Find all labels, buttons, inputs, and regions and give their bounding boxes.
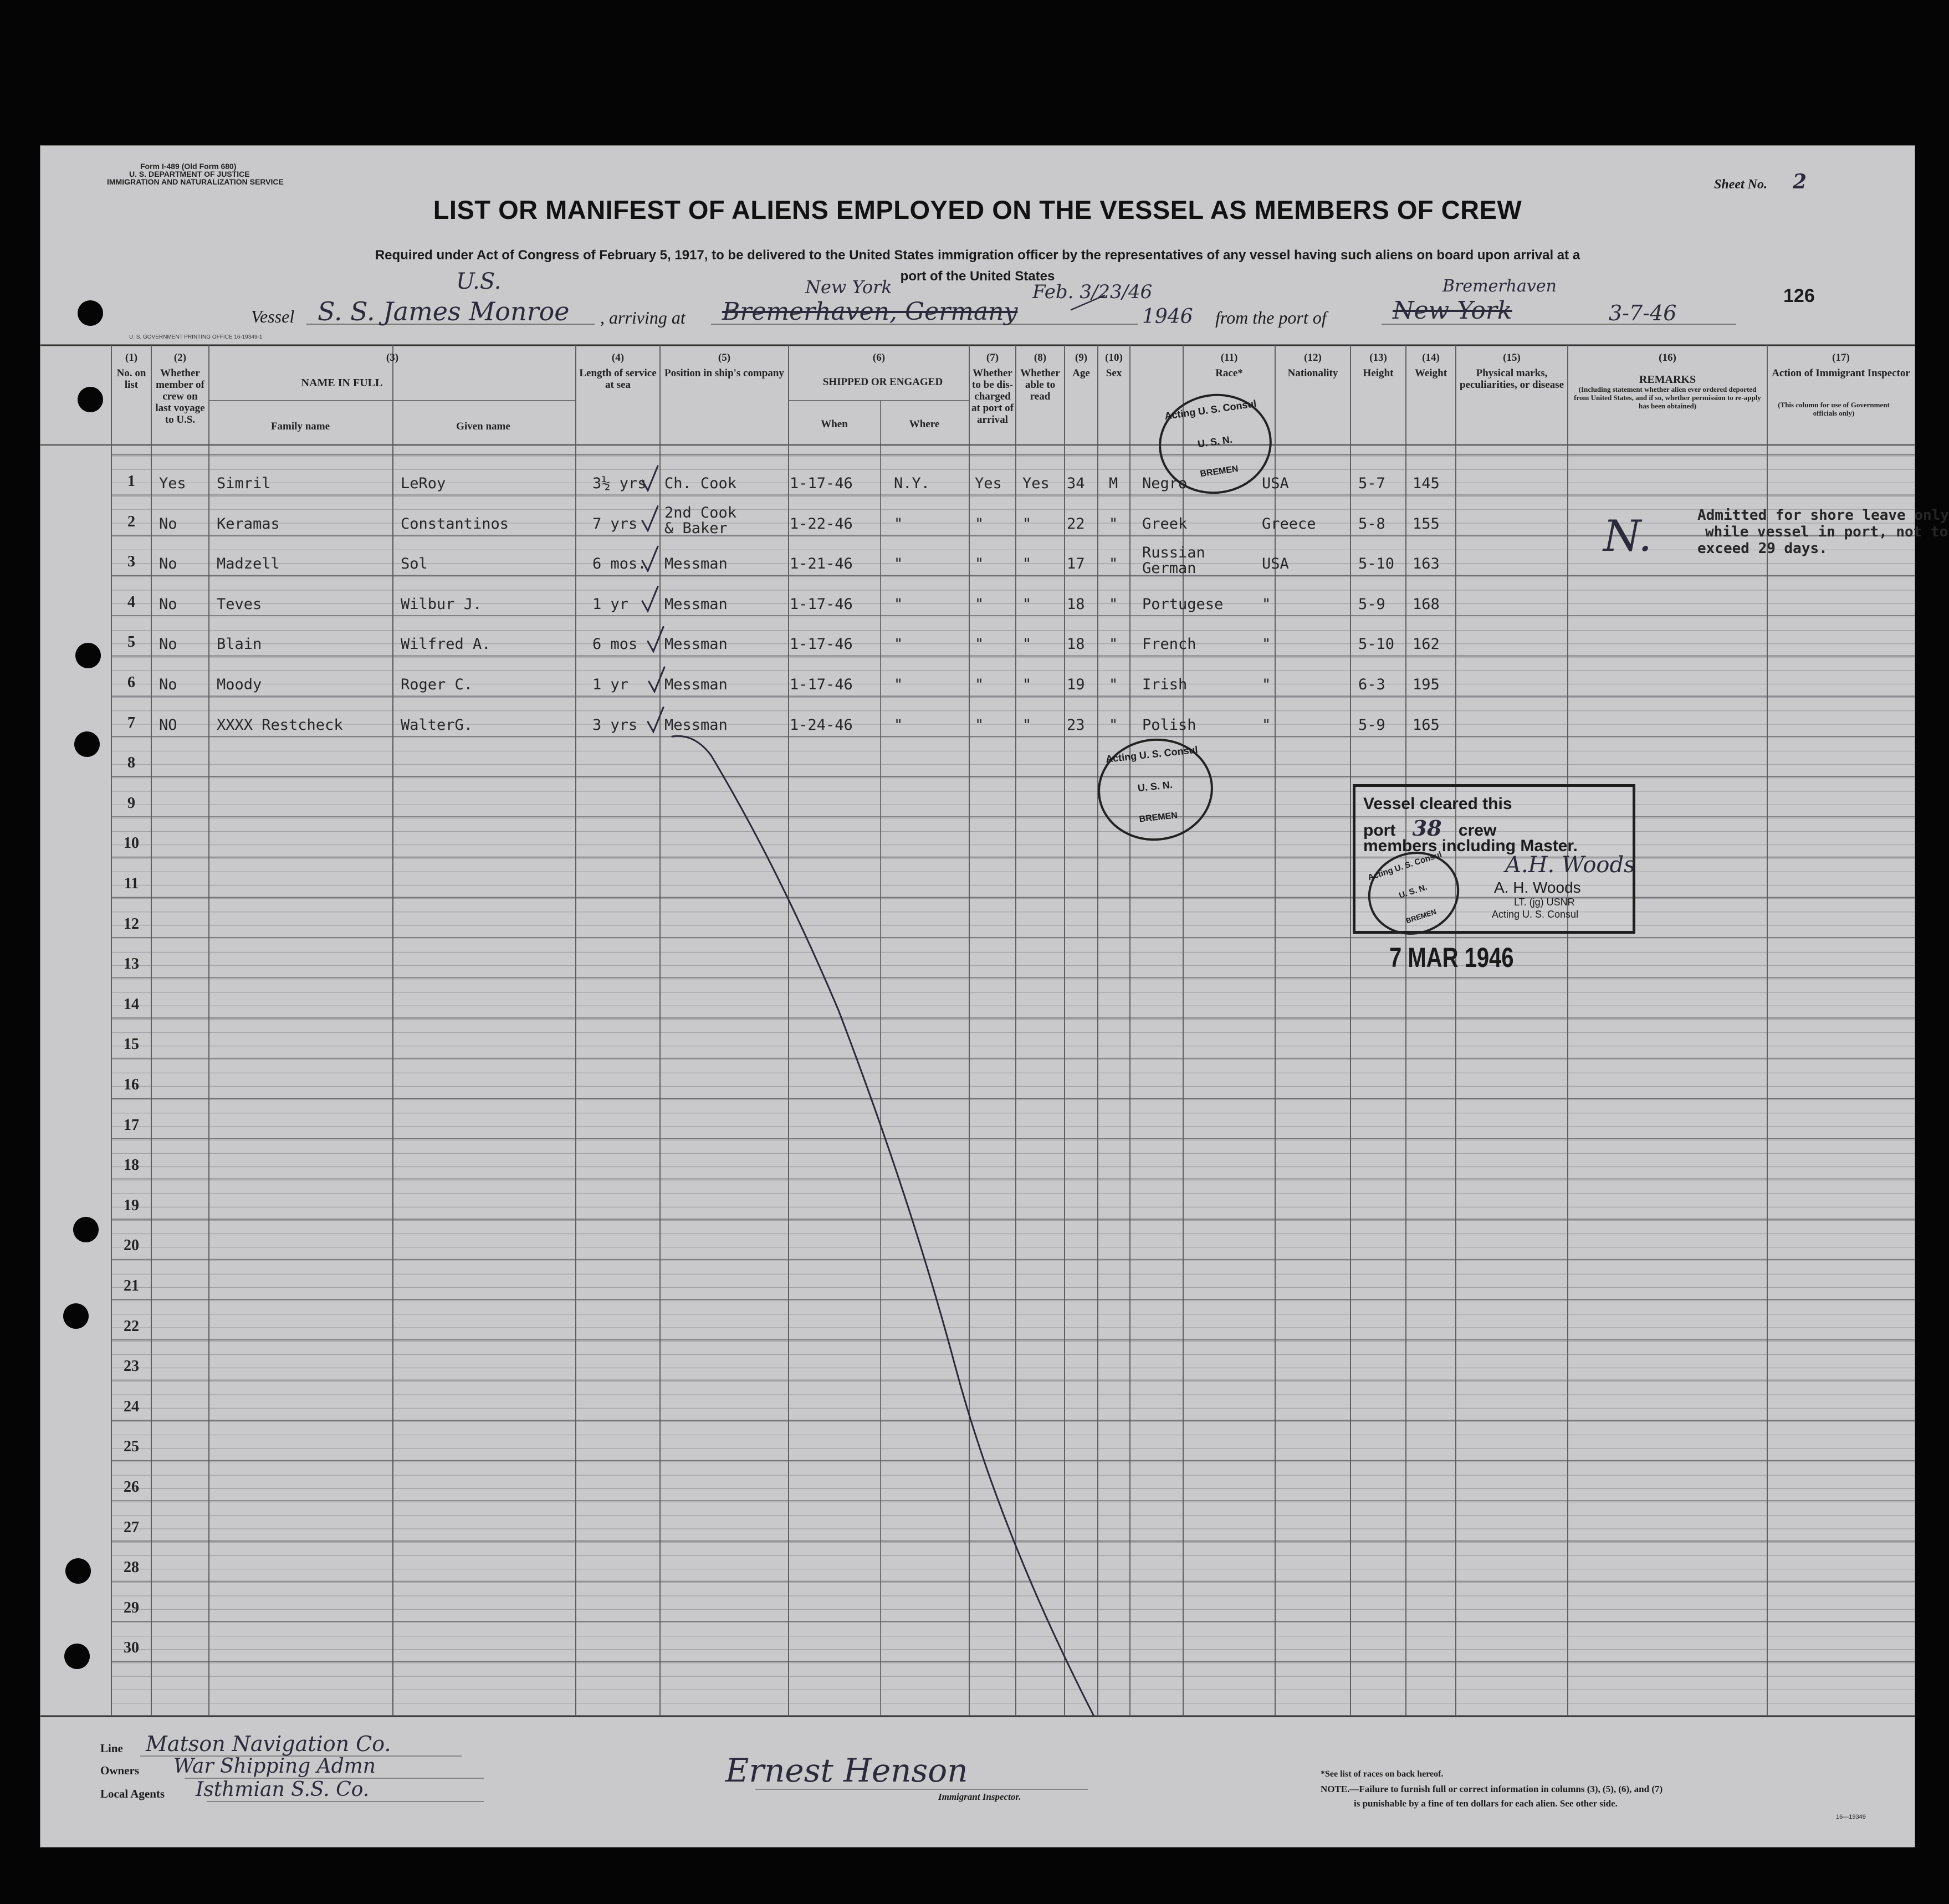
height-cell: 5-7 <box>1358 475 1385 492</box>
consul-rank: LT. (jg) USNR <box>1514 897 1575 908</box>
column-number-2: (2) <box>173 352 187 364</box>
remarks-line1: Admitted for shore leave only <box>1697 507 1949 524</box>
last-voyage-cell: No <box>159 636 177 653</box>
age-cell: 23 <box>1067 716 1085 734</box>
able-to-read-cell: " <box>1022 595 1032 613</box>
penalty-note-line1: NOTE.—Failure to furnish full or correct information in columns (3), (5), (6), and (7) <box>1321 1784 1663 1794</box>
consul-name: A. H. Woods <box>1494 879 1581 896</box>
discharged-cell: " <box>975 716 984 734</box>
sex-cell: M <box>1109 475 1118 492</box>
check-mark <box>642 546 658 571</box>
column-label-14: Weight <box>1414 367 1447 379</box>
nationality-cell: " <box>1262 716 1271 734</box>
check-mark <box>649 667 664 692</box>
row-number: 17 <box>124 1116 139 1134</box>
service-length-cell: 3 yrs <box>592 716 638 734</box>
row-number: 15 <box>124 1036 139 1053</box>
family-name-cell: Simril <box>217 475 271 492</box>
column-label-7: Whether to be dis-charged at port of arrival <box>971 367 1014 426</box>
form-number: Form I-489 (Old Form 680) <box>140 162 237 171</box>
weight-cell: 162 <box>1413 636 1440 653</box>
penalty-note-line2: is punishable by a fine of ten dollars for each alien. See other side. <box>1354 1798 1618 1809</box>
family-name-cell: Moody <box>217 676 262 693</box>
height-cell: 5-10 <box>1358 636 1395 653</box>
position-cell-line2: & Baker <box>664 519 728 537</box>
race-cell: Portugese <box>1142 595 1224 613</box>
shipped-where-cell: " <box>894 515 903 533</box>
header-remarks-note: (Including statement whether alien ever ordered deported from United States, and if so, whether permission to re-apply has been obtained) <box>1574 385 1761 410</box>
seal-top-text: Acting U. S. Consul <box>1164 398 1257 422</box>
punch-hole <box>65 1558 91 1584</box>
row-number: 5 <box>127 633 135 651</box>
age-cell: 34 <box>1067 475 1085 492</box>
vessel-label: Vessel <box>251 306 295 326</box>
age-cell: 22 <box>1067 515 1085 533</box>
punch-hole <box>63 1303 89 1329</box>
service-length-cell: 6 mos <box>592 636 638 653</box>
punch-hole <box>75 643 101 668</box>
discharged-cell: " <box>975 515 984 533</box>
column-number-17: (17) <box>1832 352 1850 364</box>
remarks-line3: exceed 29 days. <box>1697 540 1828 557</box>
discharged-cell: " <box>975 676 984 693</box>
able-to-read-cell: " <box>1022 716 1032 734</box>
row-number: 16 <box>124 1076 139 1093</box>
service-length-cell: 1 yr <box>592 595 629 613</box>
seal-bottom-text: BREMEN <box>1199 464 1239 479</box>
shipped-where-cell: " <box>894 676 903 693</box>
arriving-label: , arriving at <box>600 308 686 327</box>
column-label-5: Position in ship's company <box>664 367 784 379</box>
age-cell: 18 <box>1067 595 1085 613</box>
seal-center-text: U. S. N. <box>1196 433 1234 450</box>
sheet-label: Sheet No. <box>1714 177 1767 192</box>
sex-cell: " <box>1109 515 1118 533</box>
service-length-cell: 3½ yrs <box>592 475 647 492</box>
weight-cell: 195 <box>1413 676 1440 693</box>
clearance-line3: members including Master. <box>1363 837 1578 855</box>
service-length-cell: 1 yr <box>592 676 629 693</box>
column-label-4: Length of service at sea <box>579 367 657 391</box>
shipped-when-cell: 1-22-46 <box>790 515 853 533</box>
shipped-when-cell: 1-17-46 <box>790 676 853 693</box>
weight-cell: 163 <box>1413 555 1440 573</box>
clearance-line1: Vessel cleared this <box>1363 795 1512 813</box>
row-number: 19 <box>124 1196 139 1214</box>
column-label-17: Action of Immigrant Inspector <box>1772 367 1910 379</box>
position-cell: Messman <box>664 676 728 693</box>
races-note: *See list of races on back hereof. <box>1321 1769 1444 1779</box>
family-name-cell: Teves <box>217 595 262 613</box>
seal-center-text: U. S. N. <box>1137 779 1173 794</box>
subtitle-line2: port of the United States <box>900 269 1055 284</box>
row-number: 28 <box>124 1559 139 1577</box>
position-cell: Messman <box>664 555 728 573</box>
column-label-13: Height <box>1363 367 1394 379</box>
row-number: 1 <box>127 473 135 490</box>
header-shipped-or-engaged: SHIPPED OR ENGAGED <box>822 376 943 388</box>
family-name-cell: Blain <box>217 636 262 653</box>
punch-hole <box>74 731 100 757</box>
last-voyage-cell: No <box>159 676 177 693</box>
footer-agents-label: Local Agents <box>100 1787 165 1800</box>
punch-hole <box>64 1644 90 1669</box>
able-to-read-cell: " <box>1022 636 1032 653</box>
check-mark <box>642 587 658 611</box>
discharged-cell: Yes <box>975 475 1002 492</box>
remarks-initial: N. <box>1603 511 1653 561</box>
from-port-insert: Bremerhaven <box>1442 277 1557 296</box>
column-number-6: (6) <box>872 352 886 364</box>
column-label-10: Sex <box>1106 367 1122 379</box>
able-to-read-cell: " <box>1022 515 1032 533</box>
column-label-15: Physical marks, peculiarities, or disease <box>1459 367 1564 391</box>
shipped-where-cell: " <box>894 595 903 613</box>
page-number: 126 <box>1783 285 1815 306</box>
header-family-name: Family name <box>270 421 330 432</box>
weight-cell: 155 <box>1413 515 1440 533</box>
seal-top-text: Acting U. S. Consul <box>1367 849 1443 883</box>
footer-agents-value: Isthmian S.S. Co. <box>196 1778 370 1801</box>
sex-cell: " <box>1109 595 1118 613</box>
race-cell-line2: German <box>1142 560 1196 577</box>
family-name-cell: XXXX Restcheck <box>217 716 343 734</box>
row-number: 21 <box>124 1277 139 1294</box>
strike-through-line <box>672 736 1093 1715</box>
column-number-12: (12) <box>1304 352 1322 364</box>
column-label-8: Whether able to read <box>1020 367 1060 402</box>
given-name-cell: Wilbur J. <box>401 595 482 613</box>
column-number-10: (10) <box>1105 352 1123 364</box>
check-mark <box>648 708 663 732</box>
date-stamp: 7 MAR 1946 <box>1389 943 1514 974</box>
vessel-insert: U.S. <box>456 269 502 294</box>
header-given-name: Given name <box>456 421 510 432</box>
punch-hole <box>78 300 103 326</box>
inspector-label: Immigrant Inspector. <box>938 1792 1021 1802</box>
departure-date: 3-7-46 <box>1609 301 1677 325</box>
given-name-cell: Roger C. <box>401 676 473 693</box>
row-number: 27 <box>124 1518 139 1536</box>
nationality-cell: " <box>1262 595 1271 613</box>
last-voyage-cell: No <box>159 515 177 533</box>
seal-center-text: U. S. N. <box>1398 882 1429 900</box>
nationality-cell: USA <box>1262 555 1289 573</box>
seal-top-text: Acting U. S. Consul <box>1105 744 1199 765</box>
row-number: 2 <box>127 513 135 530</box>
height-cell: 6-3 <box>1358 676 1385 693</box>
seal-bottom-text: BREMEN <box>1405 907 1438 925</box>
row-number: 24 <box>124 1398 139 1415</box>
weight-cell: 168 <box>1413 595 1440 613</box>
age-cell: 18 <box>1067 636 1085 653</box>
able-to-read-cell: " <box>1022 676 1032 693</box>
printing-office: U. S. GOVERNMENT PRINTING OFFICE 16-19349-1 <box>129 334 263 340</box>
check-mark <box>648 627 663 651</box>
shipped-where-cell: " <box>894 636 903 653</box>
seal-bottom-text: BREMEN <box>1138 811 1178 825</box>
header-name-in-full: NAME IN FULL <box>301 377 383 389</box>
clearance-port-word: port <box>1363 821 1396 840</box>
arrival-date: Feb. 3/23/46 <box>1032 281 1153 303</box>
footer-line-label: Line <box>100 1742 123 1755</box>
row-number: 6 <box>127 674 135 691</box>
position-cell: 2nd Cook <box>664 504 737 521</box>
column-label-9: Age <box>1072 367 1090 379</box>
able-to-read-cell: Yes <box>1022 475 1050 492</box>
service-length-cell: 7 yrs <box>592 515 638 533</box>
sex-cell: " <box>1109 555 1118 573</box>
row-number: 18 <box>124 1156 139 1174</box>
column-label-1: No. on list <box>116 367 146 391</box>
column-number-3: (3) <box>386 352 399 364</box>
remarks-line2: while vessel in port, not to <box>1705 524 1948 540</box>
row-number: 12 <box>124 915 139 933</box>
position-cell: Messman <box>664 716 728 734</box>
check-mark <box>642 466 658 490</box>
able-to-read-cell: " <box>1022 555 1032 573</box>
height-cell: 5-9 <box>1358 716 1385 734</box>
subtitle-line1: Required under Act of Congress of February 5, 1917, to be delivered to the United States immigration officer by the representatives of any vessel having such aliens on board upon arrival at a <box>375 248 1580 263</box>
punch-hole <box>73 1217 99 1242</box>
inspector-signature: Ernest Henson <box>725 1752 968 1789</box>
shipped-when-cell: 1-17-46 <box>790 475 853 492</box>
shipped-where-cell: " <box>894 555 903 573</box>
age-cell: 17 <box>1067 555 1085 573</box>
pen-marks <box>40 146 1915 1847</box>
row-number: 8 <box>127 754 135 772</box>
shipped-when-cell: 1-24-46 <box>790 716 853 734</box>
nationality-cell: " <box>1262 676 1271 693</box>
column-label-12: Nationality <box>1287 367 1338 379</box>
sheet-value: 2 <box>1793 170 1807 193</box>
position-cell: Messman <box>664 595 728 613</box>
crew-count: 38 <box>1412 816 1442 841</box>
row-number: 13 <box>124 955 139 973</box>
height-cell: 5-8 <box>1358 515 1385 533</box>
shipped-where-cell: " <box>894 716 903 734</box>
family-name-cell: Madzell <box>217 555 280 573</box>
last-voyage-cell: NO <box>159 716 177 734</box>
page-title: LIST OR MANIFEST OF ALIENS EMPLOYED ON THE VESSEL AS MEMBERS OF CREW <box>433 195 1522 224</box>
row-number: 26 <box>124 1478 139 1496</box>
height-cell: 5-9 <box>1358 595 1385 613</box>
given-name-cell: Sol <box>401 555 428 573</box>
from-port: New York <box>1393 296 1512 325</box>
column-number-5: (5) <box>718 352 731 364</box>
given-name-cell: Constantinos <box>401 515 509 533</box>
given-name-cell: Wilfred A. <box>401 636 491 653</box>
position-cell: Ch. Cook <box>664 475 737 492</box>
row-number: 20 <box>124 1237 139 1255</box>
row-number: 23 <box>124 1358 139 1375</box>
row-number: 3 <box>127 553 135 571</box>
shipped-when-cell: 1-17-46 <box>790 636 853 653</box>
vessel-name: S. S. James Monroe <box>318 296 570 326</box>
column-number-7: (7) <box>986 352 999 364</box>
arriving-port: Bremerhaven, Germany <box>722 298 1018 326</box>
form-code: 16—19349 <box>1836 1814 1866 1820</box>
row-number: 9 <box>127 794 135 812</box>
row-number: 25 <box>124 1438 139 1456</box>
row-number: 14 <box>124 995 139 1013</box>
discharged-cell: " <box>975 636 984 653</box>
from-port-label: from the port of <box>1215 308 1327 327</box>
shipped-when-cell: 1-17-46 <box>790 595 853 613</box>
nationality-cell: " <box>1262 636 1271 653</box>
column-number-13: (13) <box>1369 352 1387 364</box>
row-number: 10 <box>124 835 139 852</box>
row-number: 11 <box>124 875 139 892</box>
given-name-cell: WalterG. <box>401 716 473 734</box>
manifest-sheet <box>40 145 1949 1847</box>
weight-cell: 165 <box>1413 716 1440 734</box>
row-number: 22 <box>124 1317 139 1335</box>
footer-line-value: Matson Navigation Co. <box>146 1732 391 1756</box>
column-number-14: (14) <box>1422 352 1440 364</box>
discharged-cell: " <box>975 595 984 613</box>
arrival-year: 1946 <box>1142 305 1193 328</box>
race-cell: French <box>1142 636 1196 653</box>
header-when: When <box>821 418 848 430</box>
footer-owners-label: Owners <box>100 1764 139 1777</box>
shipped-when-cell: 1-21-46 <box>790 555 853 573</box>
nationality-cell: Greece <box>1262 515 1316 533</box>
date-stroke <box>1071 295 1104 310</box>
last-voyage-cell: No <box>159 595 177 613</box>
column-number-9: (9) <box>1075 352 1088 364</box>
column-number-16: (16) <box>1659 352 1676 364</box>
footer-owners-value: War Shipping Admn <box>173 1755 376 1778</box>
race-cell: Negro <box>1142 475 1188 492</box>
header-action-note: (This column for use of Government officials only) <box>1778 401 1890 417</box>
family-name-cell: Keramas <box>217 515 280 533</box>
last-voyage-cell: No <box>159 555 177 573</box>
race-cell: Polish <box>1142 716 1196 734</box>
department-name: U. S. DEPARTMENT OF JUSTICE <box>129 170 250 178</box>
nationality-cell: USA <box>1262 475 1289 492</box>
given-name-cell: LeRoy <box>401 475 446 492</box>
race-cell: Greek <box>1142 515 1188 533</box>
last-voyage-cell: Yes <box>159 475 186 492</box>
height-cell: 5-10 <box>1358 555 1395 573</box>
sex-cell: " <box>1109 716 1118 734</box>
discharged-cell: " <box>975 555 984 573</box>
row-number: 30 <box>124 1639 139 1657</box>
column-number-1: (1) <box>125 352 138 364</box>
row-number: 4 <box>127 593 135 611</box>
column-label-11: Race* <box>1215 367 1243 379</box>
race-cell: Russian <box>1142 544 1205 562</box>
header-remarks: REMARKS <box>1639 373 1696 386</box>
column-number-11: (11) <box>1220 352 1238 364</box>
column-number-8: (8) <box>1034 352 1047 364</box>
race-cell: Irish <box>1142 676 1188 693</box>
sex-cell: " <box>1109 636 1118 653</box>
arriving-insert: New York <box>805 277 892 298</box>
consul-role: Acting U. S. Consul <box>1492 909 1579 920</box>
column-number-15: (15) <box>1503 352 1521 364</box>
punch-hole <box>78 387 103 412</box>
service-name: IMMIGRATION AND NATURALIZATION SERVICE <box>107 177 284 186</box>
row-number: 7 <box>127 714 135 731</box>
header-where: Where <box>909 418 940 430</box>
row-number: 29 <box>124 1599 139 1616</box>
weight-cell: 145 <box>1413 475 1440 492</box>
column-label-2: Whether member of crew on last voyage to U.S. <box>155 367 205 426</box>
service-length-cell: 6 mos. <box>592 555 647 573</box>
clearance-crew-word: crew <box>1458 821 1497 840</box>
sex-cell: " <box>1109 676 1118 693</box>
age-cell: 19 <box>1067 676 1085 693</box>
column-number-4: (4) <box>611 352 625 364</box>
consul-signature: A.H. Woods <box>1505 852 1635 878</box>
check-mark <box>642 506 658 531</box>
shipped-where-cell: N.Y. <box>894 475 930 492</box>
position-cell: Messman <box>664 636 728 653</box>
